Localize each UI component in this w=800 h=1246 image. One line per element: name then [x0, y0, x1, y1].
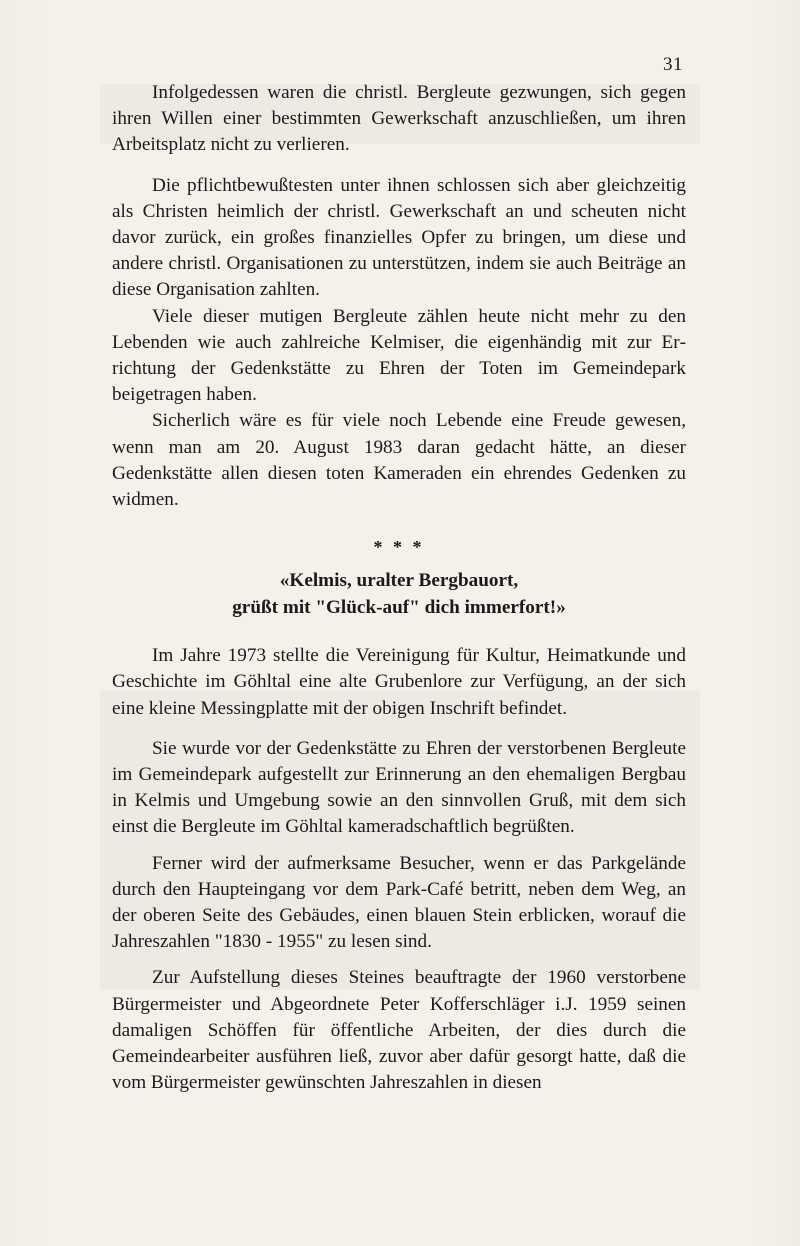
paragraph: Im Jahre 1973 stellte die Vereinigung für Kultur, Heimatkunde und Geschichte im Göhltal eine alte Grubenlore zur Verfügung, an der sich eine kleine Messingplatte mit der obigen Inschrift befindet.: [112, 645, 686, 719]
paragraph: Sie wurde vor der Gedenkstätte zu Ehren der verstorbenen Bergleute im Gemeindepark aufgestellt zur Erinnerung an den ehemaligen Bergbau in Kelmis und Umgebung sowie an den sinnvollen Gruß, mit dem sich einst die Bergleute im Göhltal kameradschaftlich begrüßten.: [112, 737, 686, 838]
section-heading: [112, 567, 686, 621]
page-number: 31: [663, 54, 683, 75]
section-heading-line: «Kelmis, uralter Bergbauort,: [279, 570, 519, 592]
paragraph: Infolgedessen waren die christl. Bergleute gezwungen, sich gegen ihren Willen einer bestimmten Gewerkschaft anzuschließen, um ihren Arbeitsplatz nicht zu verlieren.: [112, 82, 686, 156]
body-text: [112, 80, 686, 1097]
section-separator: * * *: [373, 537, 425, 558]
paragraph: Ferner wird der aufmerksame Besucher, wenn er das Parkgelände durch den Haupteingang vor dem Park-Café betritt, neben dem Weg, an der oberen Seite des Gebäudes, einen blauen Stein erblicken, worauf die Jahreszahlen "1830 - 1955" zu lesen sind.: [112, 852, 686, 953]
section-heading-line: grüßt mit "Glück-auf" dich immerfort!»: [232, 597, 566, 619]
paragraph: Zur Aufstellung dieses Steines beauftragte der 1960 verstorbene Bürgermeister und Abgeordnete Peter Kofferschläger i.J. 1959 seinen damaligen Schöffen für öffentliche Arbeiten, der dies durch die Gemeindearbeiter ausführen ließ, zuvor aber dafür gesorgt hatte, daß die vom Bürgermeister gewünschten Jahreszahlen in diesen: [112, 967, 686, 1094]
paragraph: Sicherlich wäre es für viele noch Lebende eine Freude gewesen, wenn man am 20. August 1983 daran gedacht hätte, an dieser Gedenkstätte allen diesen toten Kameraden ein ehrendes Gedenken zu widmen.: [112, 410, 686, 511]
paragraph: Viele dieser mutigen Bergleute zählen heute nicht mehr zu den Lebenden wie auch zahlreiche Kelmiser, die eigenhändig mit zur Errichtung der Gedenkstätte zu Ehren der Toten im Gemeindepark beigetragen haben.: [112, 305, 686, 406]
paragraph: Die pflichtbewußtesten unter ihnen schlossen sich aber gleichzeitig als Christen heimlich der christl. Gewerkschaft an und scheuten nicht davor zurück, ein großes finanzielles Opfer zu bringen, um diese und andere christl. Organisationen zu unterstützen, indem sie auch Beiträge an diese Organisation zahlten.: [112, 174, 686, 301]
